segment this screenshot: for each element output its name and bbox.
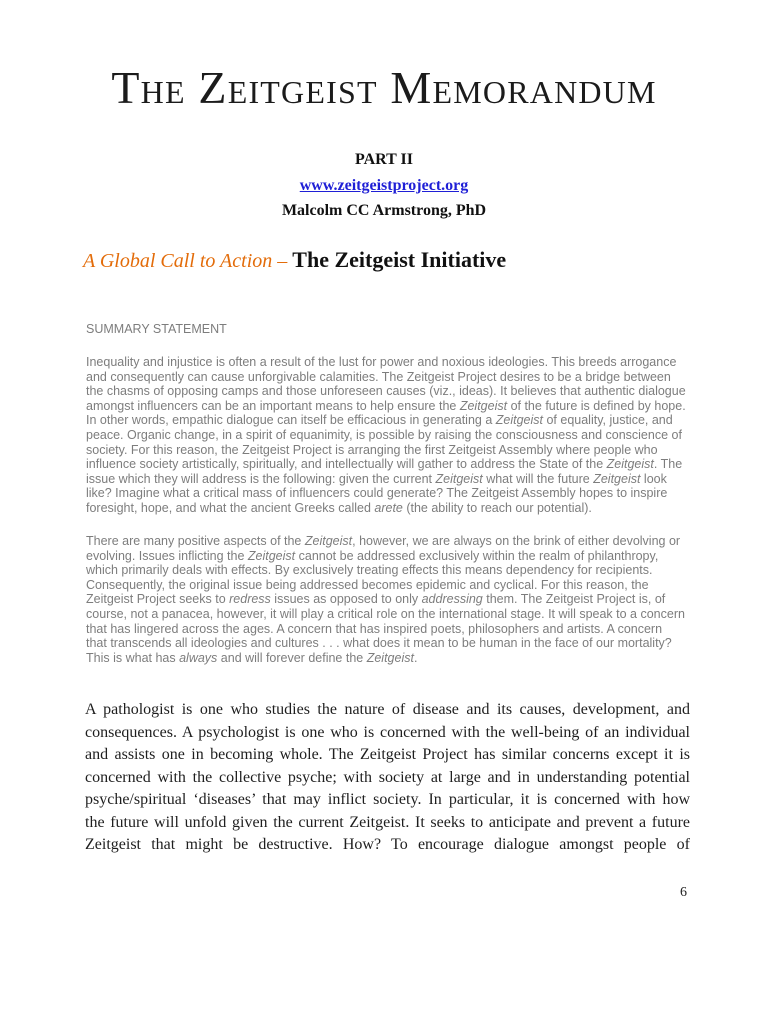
text-run: (the ability to reach our potential). <box>402 500 592 515</box>
text-line: that transcends all ideologies and cultures . . . what does it mean to be human in the face of our mortality? <box>86 636 672 651</box>
text-line: that has lingered across the ages. A concern that has inspired poets, philosophers and artists. A concern <box>86 621 663 636</box>
section-heading <box>83 246 506 275</box>
heading-main: The Zeitgeist Initiative <box>292 247 507 272</box>
summary-paragraph <box>86 534 726 665</box>
text-line <box>86 534 726 549</box>
text-line <box>86 592 726 607</box>
website-link[interactable]: www.zeitgeistproject.org <box>299 177 469 194</box>
text-run: evolving. Issues inflicting the <box>86 548 248 563</box>
text-run: influence society artistically, spiritually, and intellectually will gather to address the State of the <box>86 457 607 472</box>
page-number: 6 <box>680 885 687 900</box>
text-run: cannot be addressed exclusively within the realm of philanthropy, <box>295 548 659 563</box>
text-line: course, not a panacea, however, it will play a critical role on the international stage. It will speak to a concern <box>86 606 685 621</box>
italic-text: Zeitgeist <box>304 534 353 548</box>
text-line: concerned with the collective psyche; with society at large and in understanding potential <box>85 768 690 786</box>
text-run: what will the future <box>482 471 594 486</box>
text-line: A pathologist is one who studies the nature of disease and its causes, development, and <box>85 701 690 718</box>
italic-text: addressing <box>421 592 483 607</box>
text-line <box>86 651 726 666</box>
text-run: amongst influencers can be an important means to help ensure the <box>86 398 460 413</box>
italic-text: Zeitgeist <box>435 471 483 486</box>
author-name: Malcolm CC Armstrong, PhD <box>281 202 487 219</box>
text-line: consequences. A psychologist is one who is concerned with the well-being of an individual <box>85 723 690 741</box>
summary-paragraph <box>86 355 726 516</box>
italic-text: redress <box>229 592 271 607</box>
text-run: . <box>413 650 418 665</box>
text-line: and assists one in becoming whole. The Zeitgeist Project has similar concerns except it is <box>85 746 690 763</box>
part-label: PART II <box>355 151 413 168</box>
text-line: and consequently can cause unforgivable calamities. The Zeitgeist Project desires to be a bridge between <box>86 369 671 384</box>
text-line: which primarily deals with effects. By exclusively treating effects this means dependency for recipients. <box>86 563 653 578</box>
italic-text: Zeitgeist <box>593 471 641 486</box>
text-line <box>86 501 726 516</box>
text-run: them. The Zeitgeist Project is, of <box>482 592 666 607</box>
text-line: Inequality and injustice is often a result of the lust for power and noxious ideologies. This breeds arrogance <box>86 355 677 369</box>
text-run: . The <box>653 457 683 472</box>
text-run: issues as opposed to only <box>270 592 422 607</box>
text-run: , however, we are always on the brink of either devolving or <box>352 534 681 548</box>
text-line: society. For this reason, the Zeitgeist Project is arranging the first Zeitgeist Assembly where people who <box>86 442 658 457</box>
text-line: the chasms of opposing camps and those unforeseen causes (viz., ideas). It believes that authentic dialogue <box>86 384 686 399</box>
text-run: issue which they will address is the following: given the current <box>86 471 436 486</box>
text-run: foresight, hope, and what the ancient Greeks called <box>86 500 375 515</box>
text-line: the future will unfold given the current Zeitgeist. It seeks to anticipate and prevent a future <box>85 813 690 831</box>
text-run: There are many positive aspects of the <box>86 534 305 548</box>
text-line <box>86 413 726 428</box>
text-line: peace. Organic change, in a spirit of equanimity, is possible by raising the consciousness and conscience of <box>86 427 682 442</box>
text-run: Zeitgeist Project seeks to <box>86 592 230 607</box>
italic-text: Zeitgeist <box>606 457 654 472</box>
text-line: psyche/spiritual ‘diseases’ that may inflict society. In particular, it is concerned with how <box>85 791 690 808</box>
summary-label: SUMMARY STATEMENT <box>86 322 227 336</box>
text-run: This is what has <box>86 650 180 665</box>
text-run: In other words, empathic dialogue can itself be efficacious in generating a <box>86 413 496 428</box>
text-line <box>86 457 726 472</box>
italic-text: arete <box>374 500 403 515</box>
text-line <box>86 472 726 487</box>
italic-text: Zeitgeist <box>366 650 414 665</box>
website-link-row <box>0 176 768 196</box>
text-run: look <box>640 471 667 486</box>
document-title: The Zeitgeist Memorandum <box>111 62 657 113</box>
body-paragraph <box>85 699 690 857</box>
text-line <box>86 399 726 414</box>
italic-text: always <box>179 650 218 665</box>
italic-text: Zeitgeist <box>247 548 296 563</box>
text-line <box>86 549 726 564</box>
text-line: like? Imagine what a critical mass of influencers could generate? The Zeitgeist Assembly hopes to inspire <box>86 486 668 501</box>
text-run: and will forever define the <box>217 650 367 665</box>
text-run: of equality, justice, and <box>543 413 673 428</box>
text-run: of the future is defined by hope. <box>507 398 686 413</box>
italic-text: Zeitgeist <box>495 413 543 428</box>
italic-text: Zeitgeist <box>459 398 508 413</box>
text-line: Zeitgeist that might be destructive. How? To encourage dialogue amongst people of <box>85 836 690 853</box>
text-line: Consequently, the original issue being addressed becomes epidemic and cyclical. For this reason, the <box>86 577 649 592</box>
heading-lead: A Global Call to Action – <box>83 250 293 272</box>
